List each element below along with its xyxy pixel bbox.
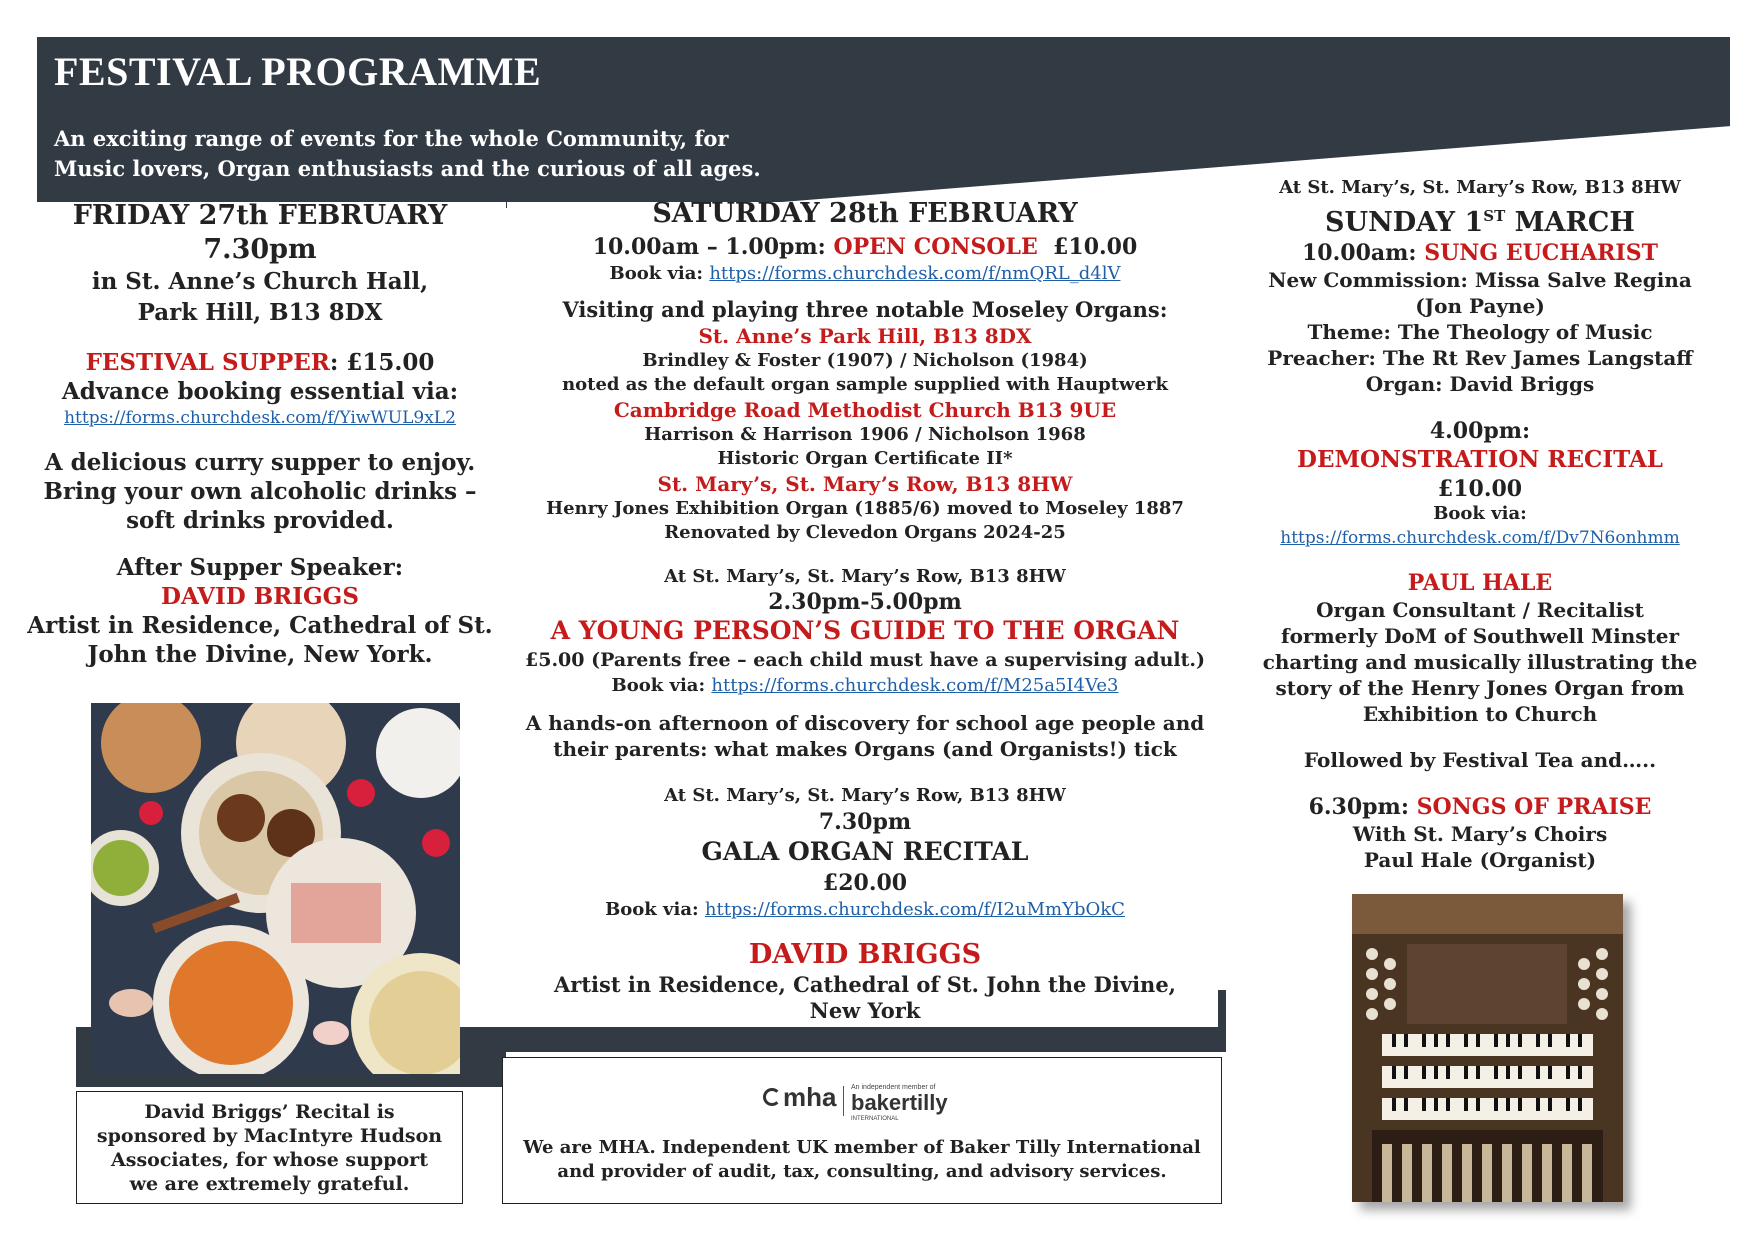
eucharist-name: SUNG EUCHARIST: [1424, 240, 1658, 266]
visiting-line: Visiting and playing three notable Moseley Organs:: [562, 297, 1168, 322]
supper-description: Bring your own alcoholic drinks –: [43, 478, 477, 505]
console-time: 10.00am – 1.00pm:: [592, 234, 834, 260]
gala-time: 7.30pm: [818, 809, 912, 835]
saturday-heading: SATURDAY 28th FEBRUARY: [652, 198, 1078, 229]
organ-detail: Historic Organ Certificate II*: [717, 448, 1013, 469]
sponsor-text: sponsored by MacIntyre Hudson: [96, 1125, 443, 1147]
decor-strip: [506, 1027, 1218, 1052]
console-price: £10.00: [1037, 234, 1138, 260]
gala-price: £20.00: [822, 870, 908, 896]
open-console-title: [505, 232, 1225, 262]
guide-description: A hands-on afternoon of discovery for school age people and: [525, 711, 1205, 735]
demo-time: 4.00pm:: [1429, 418, 1531, 444]
partner-name: bakertilly: [851, 1090, 948, 1115]
sunday-venue: At St. Mary’s, St. Mary’s Row, B13 8HW: [1279, 177, 1681, 198]
sponsor-text: Associates, for whose support: [111, 1149, 428, 1171]
booking-note: Advance booking essential via:: [61, 378, 459, 405]
heading-sup: ST: [1483, 207, 1506, 225]
event-name: FESTIVAL SUPPER: [85, 349, 330, 376]
praise-name: SONGS OF PRAISE: [1416, 794, 1652, 820]
gala-booking: [505, 898, 1225, 922]
speaker-name: DAVID BRIGGS: [161, 583, 359, 610]
gala-artist: DAVID BRIGGS: [748, 939, 982, 970]
gala-venue: At St. Mary’s, St. Mary’s Row, B13 8HW: [664, 785, 1066, 806]
organ-detail: Henry Jones Exhibition Organ (1885/6) moved to Moseley 1887: [546, 498, 1184, 519]
sunday-column: [1225, 176, 1735, 873]
eucharist-detail: Preacher: The Rt Rev James Langstaff: [1267, 346, 1693, 370]
saturday-column: [505, 196, 1225, 1024]
eucharist-detail: Theme: The Theology of Music: [1307, 320, 1653, 344]
demo-booking-link[interactable]: https://forms.churchdesk.com/f/Dv7N6onhmm: [1280, 528, 1680, 548]
sunday-heading: [1225, 200, 1735, 239]
organ-illustration: [1352, 894, 1623, 1202]
book-label: Book via:: [611, 675, 712, 696]
heading-text: SUNDAY 1: [1325, 207, 1484, 238]
supper-description: soft drinks provided.: [126, 507, 394, 534]
festival-supper-title: [20, 348, 500, 378]
guide-booking: [505, 674, 1225, 698]
eucharist-time: 10.00am:: [1302, 240, 1425, 266]
demo-price: £10.00: [1437, 476, 1523, 502]
tea-line: Followed by Festival Tea and…..: [1303, 748, 1657, 772]
eucharist-title: [1225, 239, 1735, 267]
console-booking: [505, 262, 1225, 286]
mha-sponsor-box: [502, 1057, 1222, 1204]
organ-detail: Renovated by Clevedon Organs 2024-25: [664, 522, 1066, 543]
mha-description: and provider of audit, tax, consulting, and advisory services.: [557, 1161, 1167, 1182]
console-name: OPEN CONSOLE: [833, 234, 1038, 260]
praise-time: 6.30pm:: [1308, 794, 1417, 820]
mha-swirl-icon: [763, 1088, 781, 1106]
guide-title: A YOUNG PERSON’S GUIDE TO THE ORGAN: [550, 616, 1180, 645]
sponsor-text: David Briggs’ Recital is: [144, 1101, 395, 1123]
eucharist-detail: New Commission: Missa Salve Regina: [1268, 268, 1692, 292]
organ-venue: St. Anne’s Park Hill, B13 8DX: [698, 324, 1032, 348]
demo-title: DEMONSTRATION RECITAL: [1297, 446, 1663, 473]
praise-detail: Paul Hale (Organist): [1363, 848, 1597, 872]
supper-description: A delicious curry supper to enjoy.: [44, 449, 476, 476]
guide-price: £5.00 (Parents free – each child must have a supervising adult.): [525, 649, 1205, 671]
demo-detail: charting and musically illustrating the: [1262, 650, 1698, 674]
mha-logo: [763, 1084, 963, 1124]
partner-small: An independent member of: [851, 1084, 936, 1091]
friday-time: 7.30pm: [203, 234, 317, 265]
subtitle-line: Music lovers, Organ enthusiasts and the curious of all ages.: [54, 156, 761, 181]
organ-console-photo: [1352, 894, 1623, 1202]
banner-subtitle: [54, 124, 761, 184]
book-label: Book via:: [605, 899, 705, 920]
demo-detail: formerly DoM of Southwell Minster: [1280, 624, 1680, 648]
organ-detail: noted as the default organ sample supplied with Hauptwerk: [562, 374, 1168, 395]
organ-venue: St. Mary’s, St. Mary’s Row, B13 8HW: [657, 472, 1073, 496]
food-illustration: [91, 703, 460, 1074]
guide-venue: At St. Mary’s, St. Mary’s Row, B13 8HW: [664, 566, 1066, 587]
sponsor-box: [76, 1091, 463, 1204]
mha-logo-text: mha: [783, 1082, 837, 1112]
demo-book-label: Book via:: [1433, 503, 1527, 524]
organ-detail: Brindley & Foster (1907) / Nicholson (1984): [642, 350, 1088, 371]
eucharist-detail: Organ: David Briggs: [1365, 372, 1595, 396]
console-booking-link[interactable]: https://forms.churchdesk.com/f/nmQRL_d4lV: [709, 263, 1121, 284]
speaker-role: John the Divine, New York.: [87, 641, 433, 668]
subtitle-line: An exciting range of events for the whole Community, for: [54, 126, 729, 151]
friday-heading: FRIDAY 27th FEBRUARY: [72, 200, 448, 231]
praise-detail: With St. Mary’s Choirs: [1352, 822, 1608, 846]
guide-description: their parents: what makes Organs (and Organists!) tick: [553, 737, 1177, 761]
partner-sub: INTERNATIONAL: [851, 1116, 899, 1122]
guide-booking-link[interactable]: https://forms.churchdesk.com/f/M25a5I4Ve3: [711, 675, 1119, 696]
event-price: : £15.00: [329, 349, 435, 376]
demo-detail: story of the Henry Jones Organ from: [1275, 676, 1685, 700]
praise-title: [1225, 793, 1735, 821]
organ-detail: Harrison & Harrison 1906 / Nicholson 1968: [644, 424, 1086, 445]
eucharist-detail: (Jon Payne): [1415, 294, 1545, 318]
page-title: FESTIVAL PROGRAMME: [54, 49, 542, 94]
gala-artist-role: Artist in Residence, Cathedral of St. John the Divine,: [554, 972, 1176, 997]
supper-booking-link[interactable]: https://forms.churchdesk.com/f/YiwWUL9xL2: [64, 408, 456, 428]
decor-strip: [1218, 990, 1226, 1052]
friday-venue: in St. Anne’s Church Hall,: [91, 268, 429, 295]
curry-supper-photo: [91, 703, 460, 1074]
demo-artist: PAUL HALE: [1407, 570, 1553, 596]
gala-title: GALA ORGAN RECITAL: [701, 837, 1029, 866]
demo-detail: Organ Consultant / Recitalist: [1316, 598, 1644, 622]
organ-venue: Cambridge Road Methodist Church B13 9UE: [613, 398, 1117, 422]
guide-time: 2.30pm-5.00pm: [768, 589, 962, 615]
gala-artist-role: New York: [809, 998, 921, 1023]
mha-description: We are MHA. Independent UK member of Baker Tilly International: [523, 1137, 1201, 1158]
gala-booking-link[interactable]: https://forms.churchdesk.com/f/I2uMmYbOkC: [704, 899, 1125, 920]
heading-text: MARCH: [1505, 207, 1635, 238]
friday-column: [20, 198, 500, 669]
friday-venue: Park Hill, B13 8DX: [137, 299, 383, 326]
demo-detail: Exhibition to Church: [1362, 702, 1598, 726]
speaker-role: Artist in Residence, Cathedral of St.: [27, 612, 493, 639]
sponsor-text: we are extremely grateful.: [129, 1173, 410, 1195]
logo-divider: [843, 1086, 844, 1116]
speaker-label: After Supper Speaker:: [116, 554, 404, 581]
book-label: Book via:: [609, 263, 710, 284]
